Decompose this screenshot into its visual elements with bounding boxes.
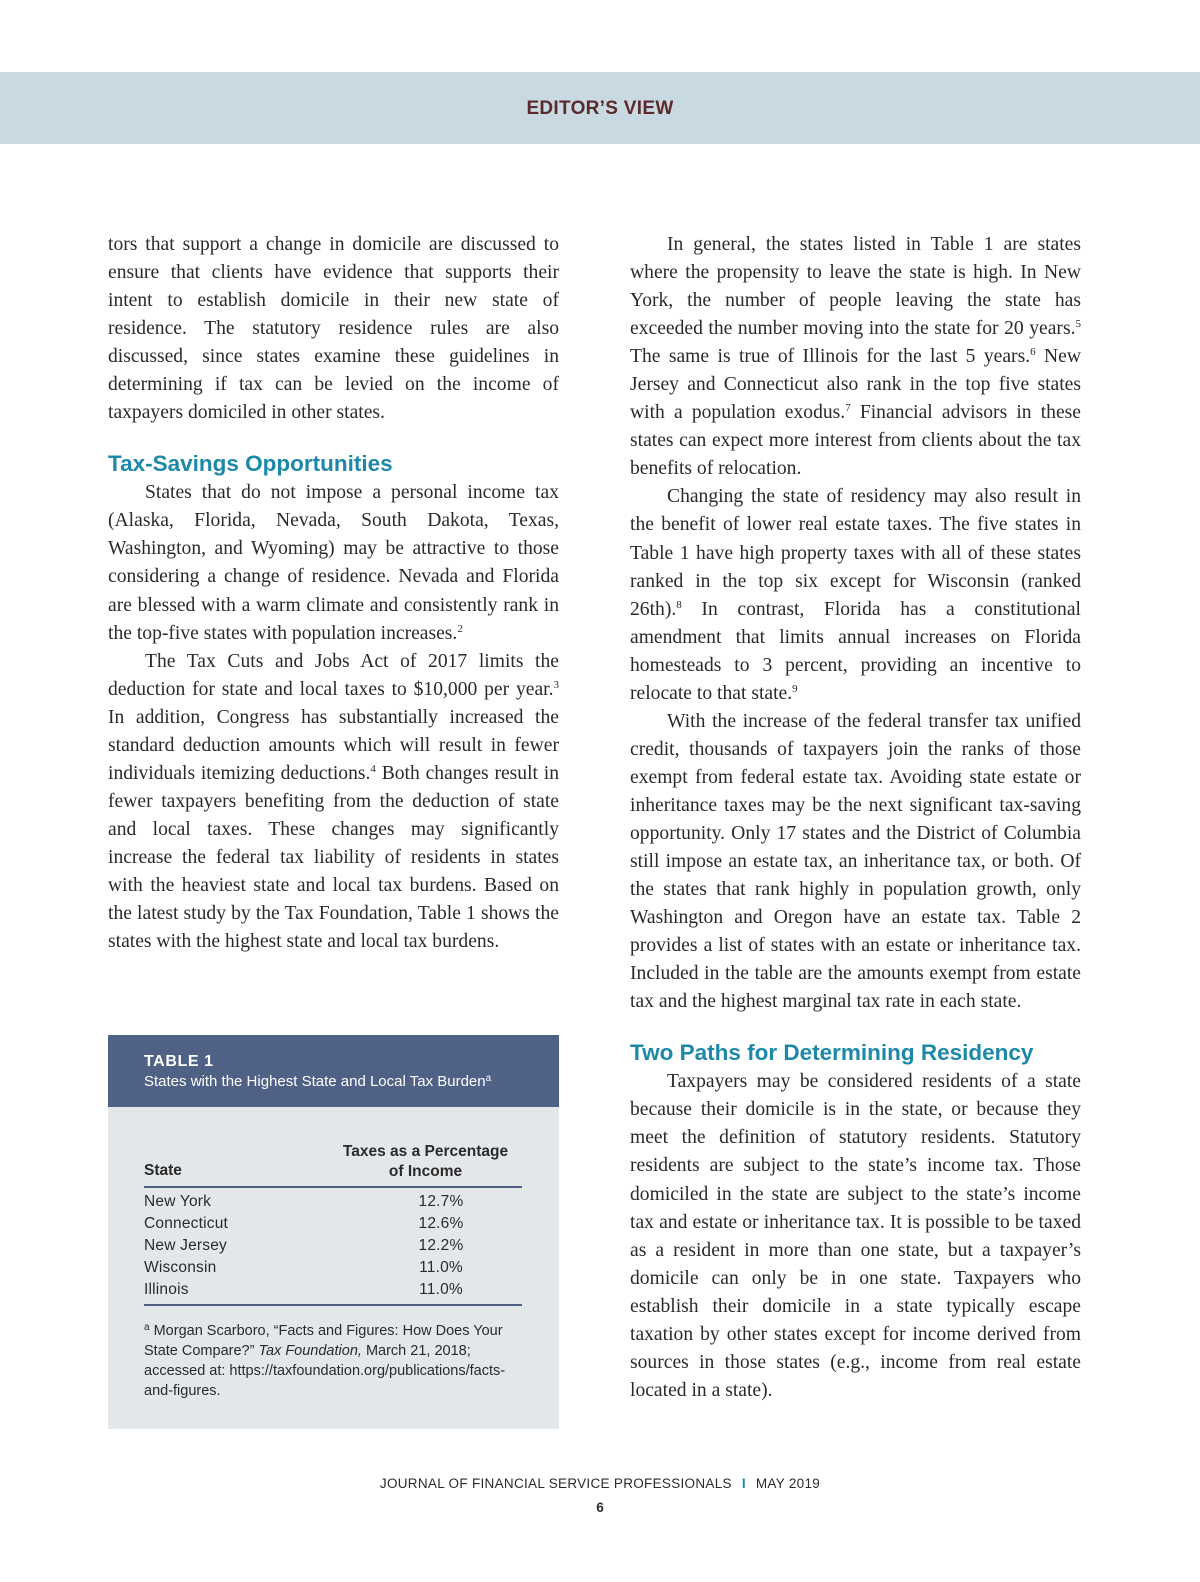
left-column: [108, 231, 559, 956]
right-column: [630, 231, 1081, 1405]
body-paragraph: Taxpayers may be considered residents of a state because their domicile is in the state, or because they meet the definition of statutory residents. Statutory residents are subject to the state’s income tax. Those domiciled in the state are subject to the state’s income tax and estate or inheritance tax. It is possible to be taxed as a resident in more than one state, but a taxpayer’s domicile can only be in one state. Taxpayers who establish their domicile in a state typically escape taxation by other states except for income derived from sources in those states (e.g., income from real estate located in a state).: [630, 1071, 1081, 1401]
table-row: Connecticut 12.6%: [144, 1215, 464, 1232]
page-footer: JOURNAL OF FINANCIAL SERVICE PROFESSIONALS I MAY 2019: [379, 1476, 821, 1491]
body-paragraph: Changing the state of residency may also result in the benefit of lower real estate taxes. The five states in Table 1 have high property taxes with all of these states ranked in the top six except for Wisconsin (ranked 26th).$^8$ In contrast, Florida has a constitutional amendment that limits annual increases on Florida homesteads to 3 percent, providing an incentive to relocate to that state.$^9$: [630, 486, 1081, 704]
table-row: Illinois 11.0%: [144, 1281, 463, 1298]
table-header-band: [108, 1035, 559, 1107]
table-1: [108, 1035, 559, 1429]
footnote-ref: 9: [792, 682, 798, 695]
body-paragraph: tors that support a change in domicile are discussed to ensure that clients have evidence that supports their intent to establish domicile in their new state of residence. The statutory residence rules are also discussed, since states examine these guidelines in determining if tax can be levied on the income of taxpayers domiciled in other states.: [108, 234, 559, 424]
footnote-ref: 8: [676, 598, 682, 611]
section-title: EDITOR’S VIEW: [526, 98, 674, 119]
footnote-ref: 3: [553, 678, 559, 691]
section-heading-tax-savings: Tax-Savings Opportunities: [108, 451, 393, 477]
table-caption: States with the Highest State and Local Tax Burden$^a$: [144, 1073, 492, 1090]
table-rule-top: [144, 1186, 522, 1188]
page-number: 6: [596, 1500, 604, 1515]
table-footnote: $^a$ Morgan Scarboro, “Facts and Figures: How Does Your State Compare?” Tax Foundation, March 21, 2018; accessed at: https://taxfoundation.org/publications/facts-and-figures.: [144, 1322, 506, 1399]
footnote-ref: 4: [370, 762, 376, 775]
table-label: TABLE 1: [144, 1053, 214, 1070]
body-paragraph: States that do not impose a personal income tax (Alaska, Florida, Nevada, South Dakota, Texas, Washington, and Wyoming) may be attractive to those considering a change of residence. Nevada and Florida are blessed with a warm climate and consistently rank in the top-five states with population increases.$^2$: [108, 482, 559, 644]
table-row: New Jersey 12.2%: [144, 1237, 464, 1254]
table-row: New York 12.7%: [144, 1193, 464, 1210]
footnote-ref: 6: [1030, 346, 1036, 359]
table-row: Wisconsin 11.0%: [144, 1259, 463, 1276]
body-paragraph: With the increase of the federal transfer tax unified credit, thousands of taxpayers join the ranks of those exempt from federal estate tax. Avoiding state estate or inheritance taxes may be the next significant tax-saving opportunity. Only 17 states and the District of Columbia still impose an estate tax, an inheritance tax, or both. Of the states that rank highly in population growth, only Washington and Oregon have an estate tax. Table 2 provides a list of states with an estate or inheritance tax. Included in the table are the amounts exempt from estate tax and the highest marginal tax rate in each state.: [630, 710, 1081, 1013]
table-rule-bottom: [144, 1304, 522, 1306]
footnote-ref: 5: [1075, 318, 1081, 331]
column-header-state: State: [144, 1162, 182, 1179]
footnote-ref: 7: [845, 402, 851, 415]
section-heading-residency: Two Paths for Determining Residency: [630, 1040, 1034, 1066]
footnote-ref: 2: [457, 622, 463, 635]
body-paragraph: The Tax Cuts and Jobs Act of 2017 limits the deduction for state and local taxes to $10,000 per year.$^3$ In addition, Congress has substantially increased the standard deduction amounts which will result in fewer individuals itemizing deductions.$^4$ Both changes result in fewer taxpayers benefiting from the deduction of state and local taxes. These changes may significantly increase the federal tax liability of residents in states with the heaviest state and local tax burdens. Based on the latest study by the Tax Foundation, Table 1 shows the states with the highest state and local tax burdens.: [108, 650, 559, 953]
body-paragraph: In general, the states listed in Table 1 are states where the propensity to leave the state is high. In New York, the number of people leaving the state has exceeded the number moving into the state for 20 years.$^5$ The same is true of Illinois for the last 5 years.$^6$ New Jersey and Connecticut also rank in the top five states with a population exodus.$^7$ Financial advisors in these states can expect more interest from clients about the tax benefits of relocation.: [630, 234, 1081, 480]
column-header-percentage: Taxes as a Percentage of Income: [342, 1143, 509, 1180]
